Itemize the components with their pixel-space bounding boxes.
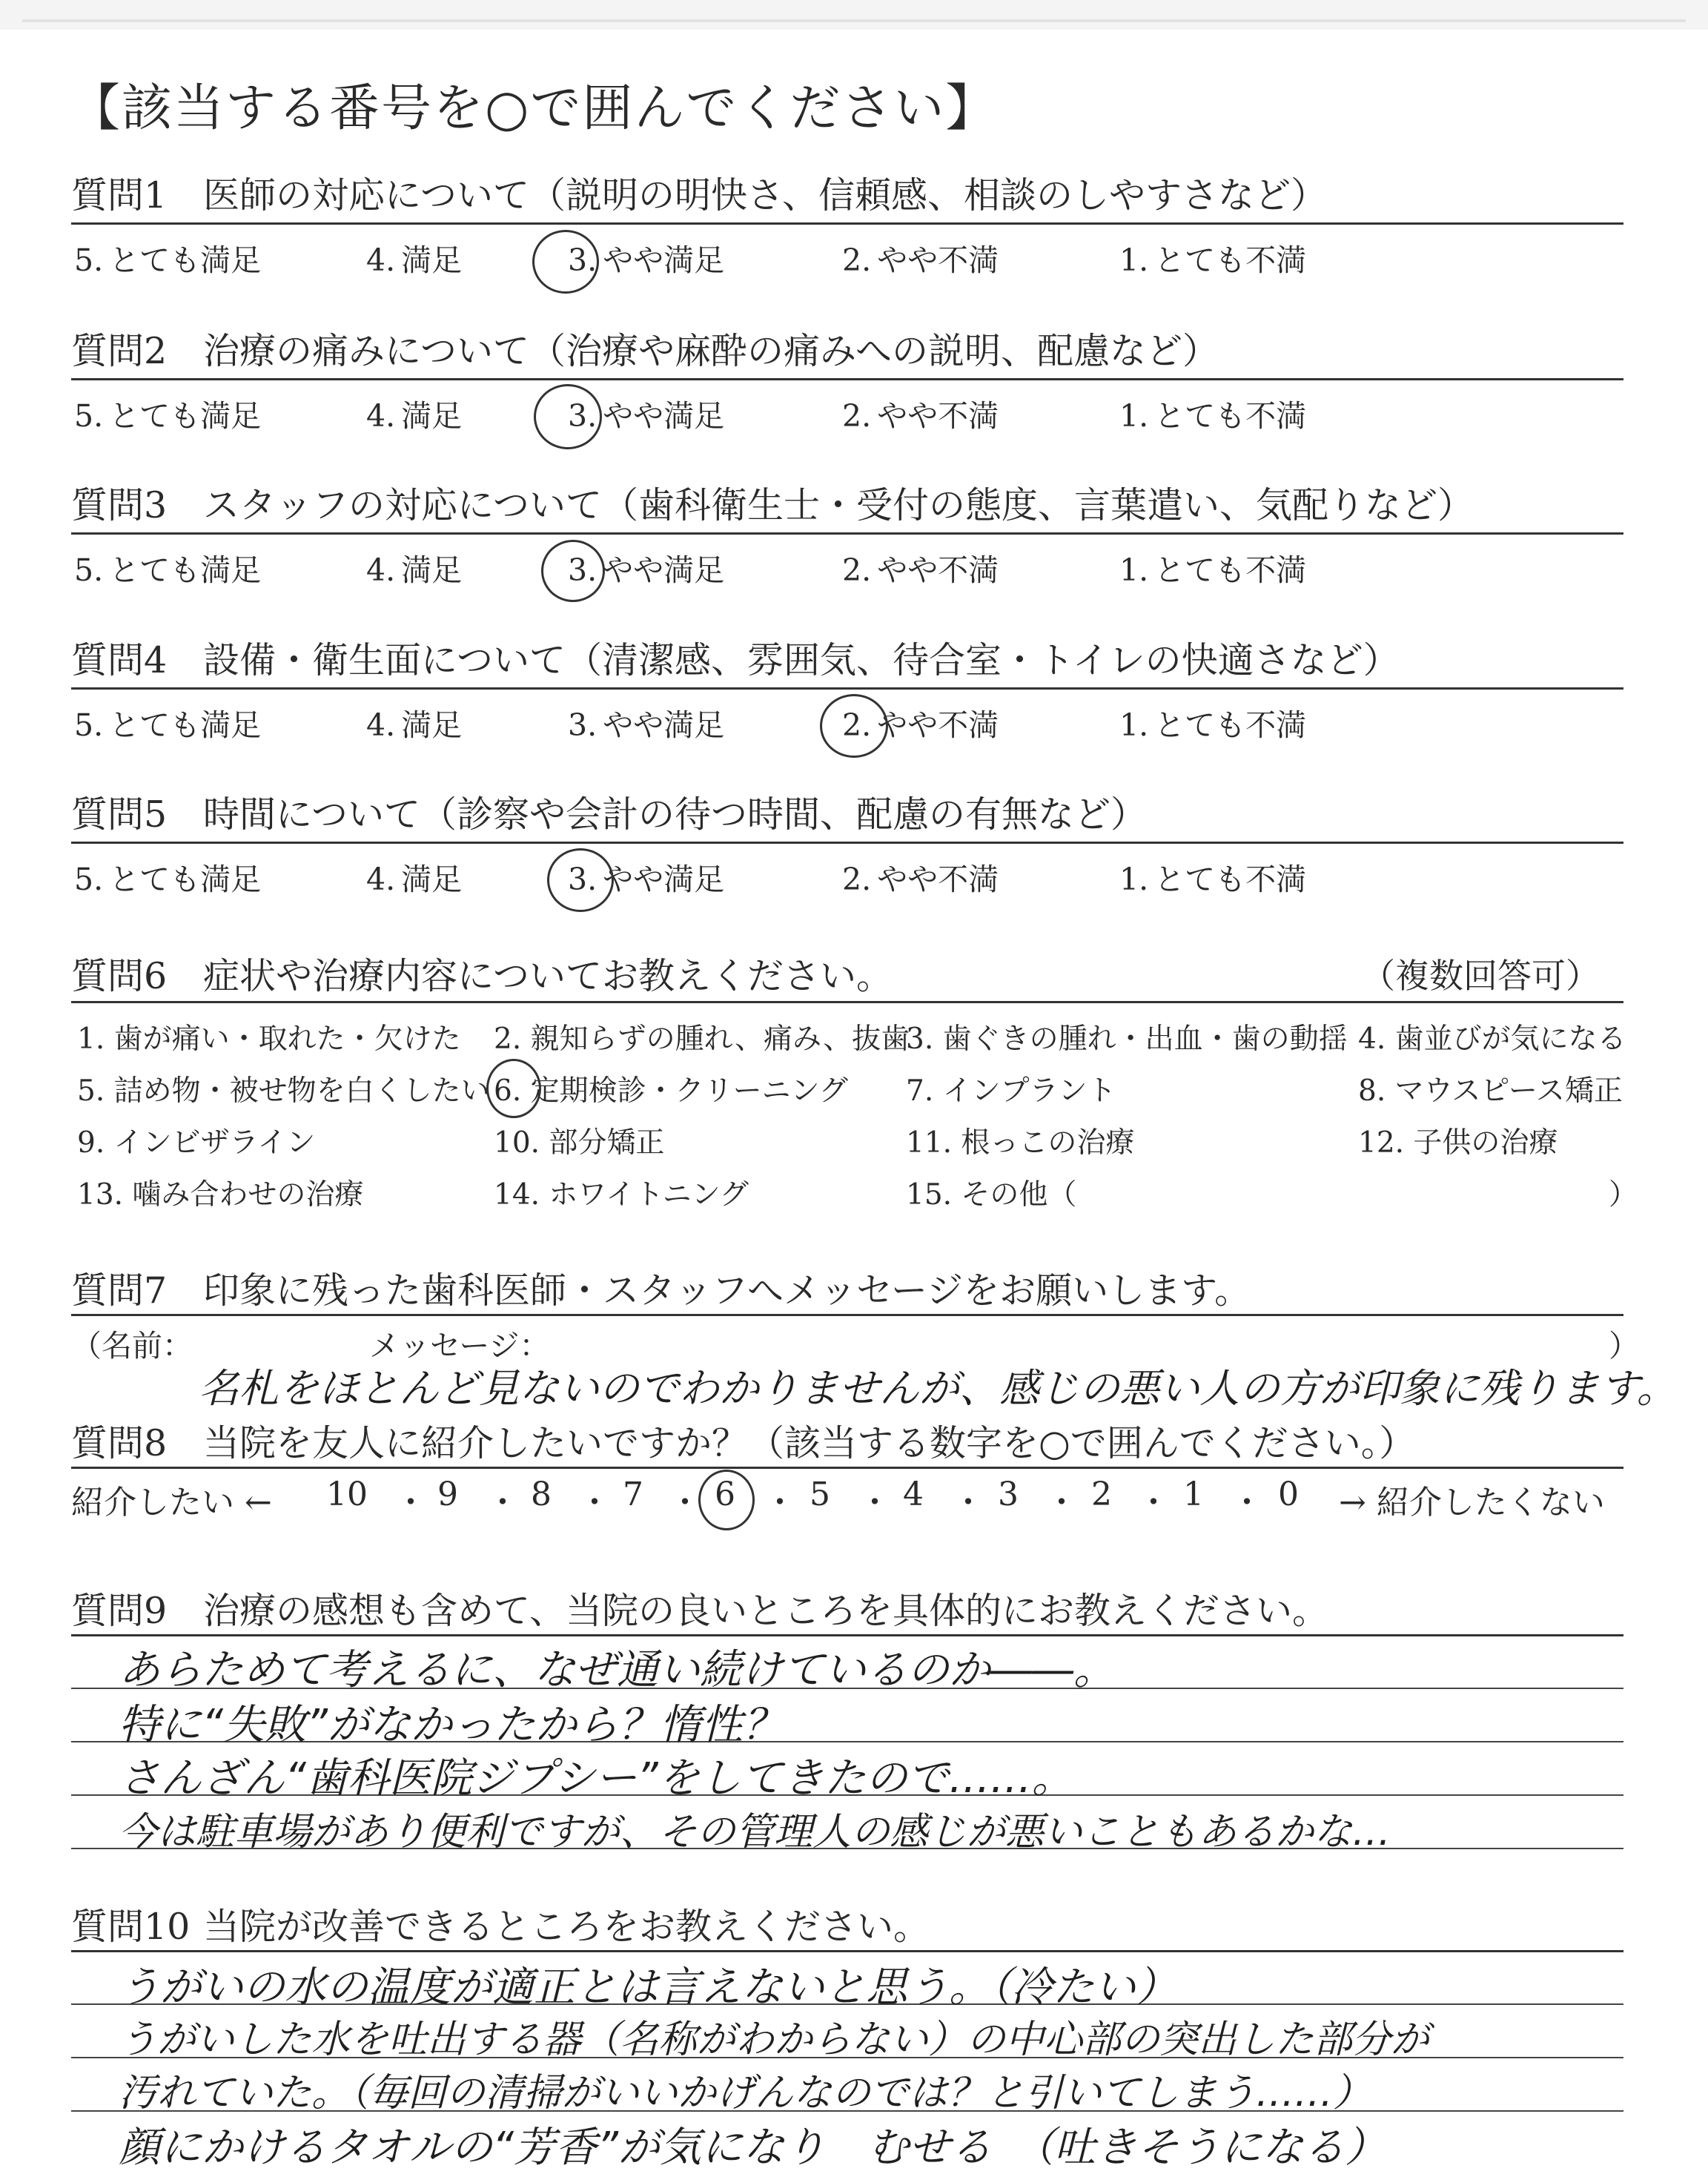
option-1[interactable]: 1. とても不満 <box>1119 242 1307 278</box>
option-4[interactable]: 4. 満足 <box>366 862 463 897</box>
name-label: （名前： <box>71 1328 193 1364</box>
handwritten-line: 今は駐車場があり便利ですが、その管理人の感じが悪いこともあるかな… <box>119 1810 1391 1854</box>
option-4[interactable]: 4. 満足 <box>366 242 463 278</box>
answer-circle <box>486 1059 541 1118</box>
question-1-title <box>71 167 1327 219</box>
answer-circle <box>820 694 888 758</box>
option-2[interactable]: 2. やや不満 <box>842 862 999 897</box>
scale-left-label: 紹介したい ← <box>71 1484 272 1522</box>
rule <box>71 532 1623 535</box>
scale-10[interactable]: 10 <box>326 1476 368 1513</box>
question-text: 設備・衛生面について（清潔感、雰囲気、待合室・トイレの快適さなど） <box>203 639 1400 681</box>
scan-edge <box>0 0 1708 30</box>
symptom-option[interactable]: 14. ホワイトニング <box>494 1178 749 1212</box>
scale-5[interactable]: 5 <box>810 1476 830 1513</box>
scale-dot: ・ <box>764 1484 796 1522</box>
option-1[interactable]: 1. とても不満 <box>1119 398 1307 434</box>
question-4-title <box>71 632 1400 684</box>
rule <box>71 222 1623 225</box>
question-number: 質問6 <box>71 955 168 997</box>
scale-dot: ・ <box>669 1484 701 1522</box>
scale-dot: ・ <box>1137 1484 1170 1522</box>
option-2[interactable]: 2. やや不満 <box>842 242 999 278</box>
symptom-option[interactable]: 10. 部分矯正 <box>494 1126 665 1160</box>
symptom-option[interactable]: 7. インプラント <box>906 1074 1116 1108</box>
question-number: 質問5 <box>71 793 168 836</box>
symptom-option[interactable]: 6. 定期検診・クリーニング <box>494 1074 848 1108</box>
question-text: 時間について（診察や会計の待つ時間、配慮の有無など） <box>203 793 1148 836</box>
question-6-title <box>71 948 893 1000</box>
symptom-option-other[interactable]: 15. その他（ <box>906 1178 1077 1212</box>
handwritten-line: さんざん“歯科医院ジプシー”をしてきたので……。 <box>119 1754 1073 1803</box>
scale-6[interactable]: 6 <box>715 1476 735 1513</box>
message-label: メッセージ： <box>369 1328 550 1364</box>
scale-2[interactable]: 2 <box>1091 1476 1112 1513</box>
symptom-option[interactable]: 1. 歯が痛い・取れた・欠けた <box>77 1022 461 1056</box>
question-7-title <box>71 1262 1251 1314</box>
scale-1[interactable]: 1 <box>1183 1476 1204 1513</box>
handwritten-line: 特に“失敗”がなかったから？惰性？ <box>119 1701 785 1749</box>
option-4[interactable]: 4. 満足 <box>366 398 463 434</box>
scale-dot: ・ <box>486 1484 519 1522</box>
option-5[interactable]: 5. とても満足 <box>74 862 262 897</box>
rule <box>71 1314 1623 1316</box>
question-number: 質問2 <box>71 330 168 372</box>
rule <box>71 1634 1623 1636</box>
question-number: 質問7 <box>71 1269 168 1312</box>
scale-dot: ・ <box>858 1484 891 1522</box>
scale-dot: ・ <box>952 1484 984 1522</box>
scale-dot: ・ <box>578 1484 611 1522</box>
question-text: 当院を友人に紹介したいですか？（該当する数字を○で囲んでください。） <box>203 1422 1416 1464</box>
rule <box>71 1950 1623 1952</box>
scale-4[interactable]: 4 <box>903 1476 924 1513</box>
scale-dot: ・ <box>1231 1484 1263 1522</box>
answer-circle <box>698 1470 755 1530</box>
answer-circle <box>534 384 602 449</box>
option-3[interactable]: 3. やや満足 <box>568 242 725 278</box>
handwritten-message: 名札をほとんど見ないのでわかりませんが、感じの悪い人の方が印象に残ります。 <box>199 1365 1677 1412</box>
scale-7[interactable]: 7 <box>623 1476 643 1513</box>
question-text: 治療の痛みについて（治療や麻酔の痛みへの説明、配慮など） <box>203 330 1219 372</box>
question-text: 症状や治療内容についてお教えください。 <box>203 955 893 997</box>
handwritten-line: あらためて考えるに、なぜ通い続けているのか――。 <box>119 1646 1115 1694</box>
question-10-title <box>71 1898 930 1950</box>
option-4[interactable]: 4. 満足 <box>366 707 463 743</box>
option-1[interactable]: 1. とても不満 <box>1119 552 1307 588</box>
option-1[interactable]: 1. とても不満 <box>1119 862 1307 897</box>
rule <box>71 1467 1623 1469</box>
answer-circle <box>532 230 599 294</box>
option-3[interactable]: 3. やや満足 <box>568 398 725 434</box>
handwritten-line: 顔にかけるタオルの“芳香”が気になり むせる （吐きそうになる） <box>119 2124 1387 2172</box>
question-5-title <box>71 786 1147 838</box>
answer-circle <box>547 848 614 912</box>
question-8-title <box>71 1415 1415 1467</box>
option-5[interactable]: 5. とても満足 <box>74 242 262 278</box>
question-text: 当院が改善できるところをお教えください。 <box>203 1906 930 1948</box>
scale-8[interactable]: 8 <box>531 1476 552 1513</box>
rule <box>71 1001 1623 1003</box>
option-2[interactable]: 2. やや不満 <box>842 398 999 434</box>
scale-right-label: → 紹介したくない <box>1339 1484 1605 1522</box>
question-3-title <box>71 477 1474 529</box>
question-number: 質問10 <box>71 1906 191 1948</box>
rule <box>71 687 1623 690</box>
symptom-option[interactable]: 13. 噛み合わせの治療 <box>77 1178 364 1212</box>
rule <box>71 378 1623 380</box>
question-text: スタッフの対応について（歯科衛生士・受付の態度、言葉遣い、気配りなど） <box>203 484 1474 526</box>
question-text: 印象に残った歯科医師・スタッフへメッセージをお願いします。 <box>203 1269 1251 1312</box>
symptom-option[interactable]: 9. インビザライン <box>77 1126 316 1160</box>
symptom-option[interactable]: 11. 根っこの治療 <box>906 1126 1135 1160</box>
option-3[interactable]: 3. やや満足 <box>568 862 725 897</box>
symptom-option[interactable]: 4. 歯並びが気になる <box>1358 1022 1626 1056</box>
symptom-option[interactable]: 3. 歯ぐきの腫れ・出血・歯の動揺 <box>906 1022 1348 1056</box>
other-close-paren: ） <box>1609 1178 1638 1212</box>
option-4[interactable]: 4. 満足 <box>366 552 463 588</box>
question-text: 治療の感想も含めて、当院の良いところを具体的にお教えください。 <box>203 1590 1329 1632</box>
message-close: ） <box>1609 1328 1639 1364</box>
symptom-option[interactable]: 8. マウスピース矯正 <box>1358 1074 1623 1108</box>
scale-dot: ・ <box>1045 1484 1078 1522</box>
multiple-answers-note: （複数回答可） <box>1361 956 1600 996</box>
option-3[interactable]: 3. やや満足 <box>568 707 725 743</box>
option-2[interactable]: 2. やや不満 <box>842 707 999 743</box>
symptom-option[interactable]: 2. 親知らずの腫れ、痛み、抜歯 <box>494 1022 910 1056</box>
symptom-option[interactable]: 5. 詰め物・被せ物を白くしたい <box>77 1074 490 1108</box>
question-number: 質問4 <box>71 639 168 681</box>
handwritten-line: 汚れていた。（毎回の清掃がいいかげんなのでは？と引いてしまう……） <box>119 2071 1372 2115</box>
scale-3[interactable]: 3 <box>998 1476 1019 1513</box>
option-2[interactable]: 2. やや不満 <box>842 552 999 588</box>
rule <box>71 842 1623 844</box>
question-9-title <box>71 1582 1328 1634</box>
option-5[interactable]: 5. とても満足 <box>74 398 262 434</box>
scale-dot: ・ <box>394 1484 427 1522</box>
handwritten-line: うがいの水の温度が適正とは言えないと思う。（冷たい） <box>119 1963 1177 2012</box>
answer-circle <box>541 540 605 602</box>
symptom-option[interactable]: 12. 子供の治療 <box>1358 1126 1558 1160</box>
option-1[interactable]: 1. とても不満 <box>1119 707 1307 743</box>
question-number: 質問9 <box>71 1590 168 1632</box>
question-2-title <box>71 323 1219 374</box>
scale-0[interactable]: 0 <box>1278 1476 1299 1513</box>
page-heading: 【該当する番号を○で囲んでください】 <box>70 79 998 138</box>
option-3[interactable]: 3. やや満足 <box>568 552 725 588</box>
question-text: 医師の対応について（説明の明快さ、信頼感、相談のしやすさなど） <box>203 174 1328 217</box>
question-number: 質問3 <box>71 484 168 526</box>
option-5[interactable]: 5. とても満足 <box>74 707 262 743</box>
scale-9[interactable]: 9 <box>437 1476 458 1513</box>
question-number: 質問8 <box>71 1422 168 1464</box>
handwritten-line: うがいした水を吐出する器（名称がわからない）の中心部の突出した部分が <box>119 2018 1430 2062</box>
question-number: 質問1 <box>71 174 168 217</box>
option-5[interactable]: 5. とても満足 <box>74 552 262 588</box>
